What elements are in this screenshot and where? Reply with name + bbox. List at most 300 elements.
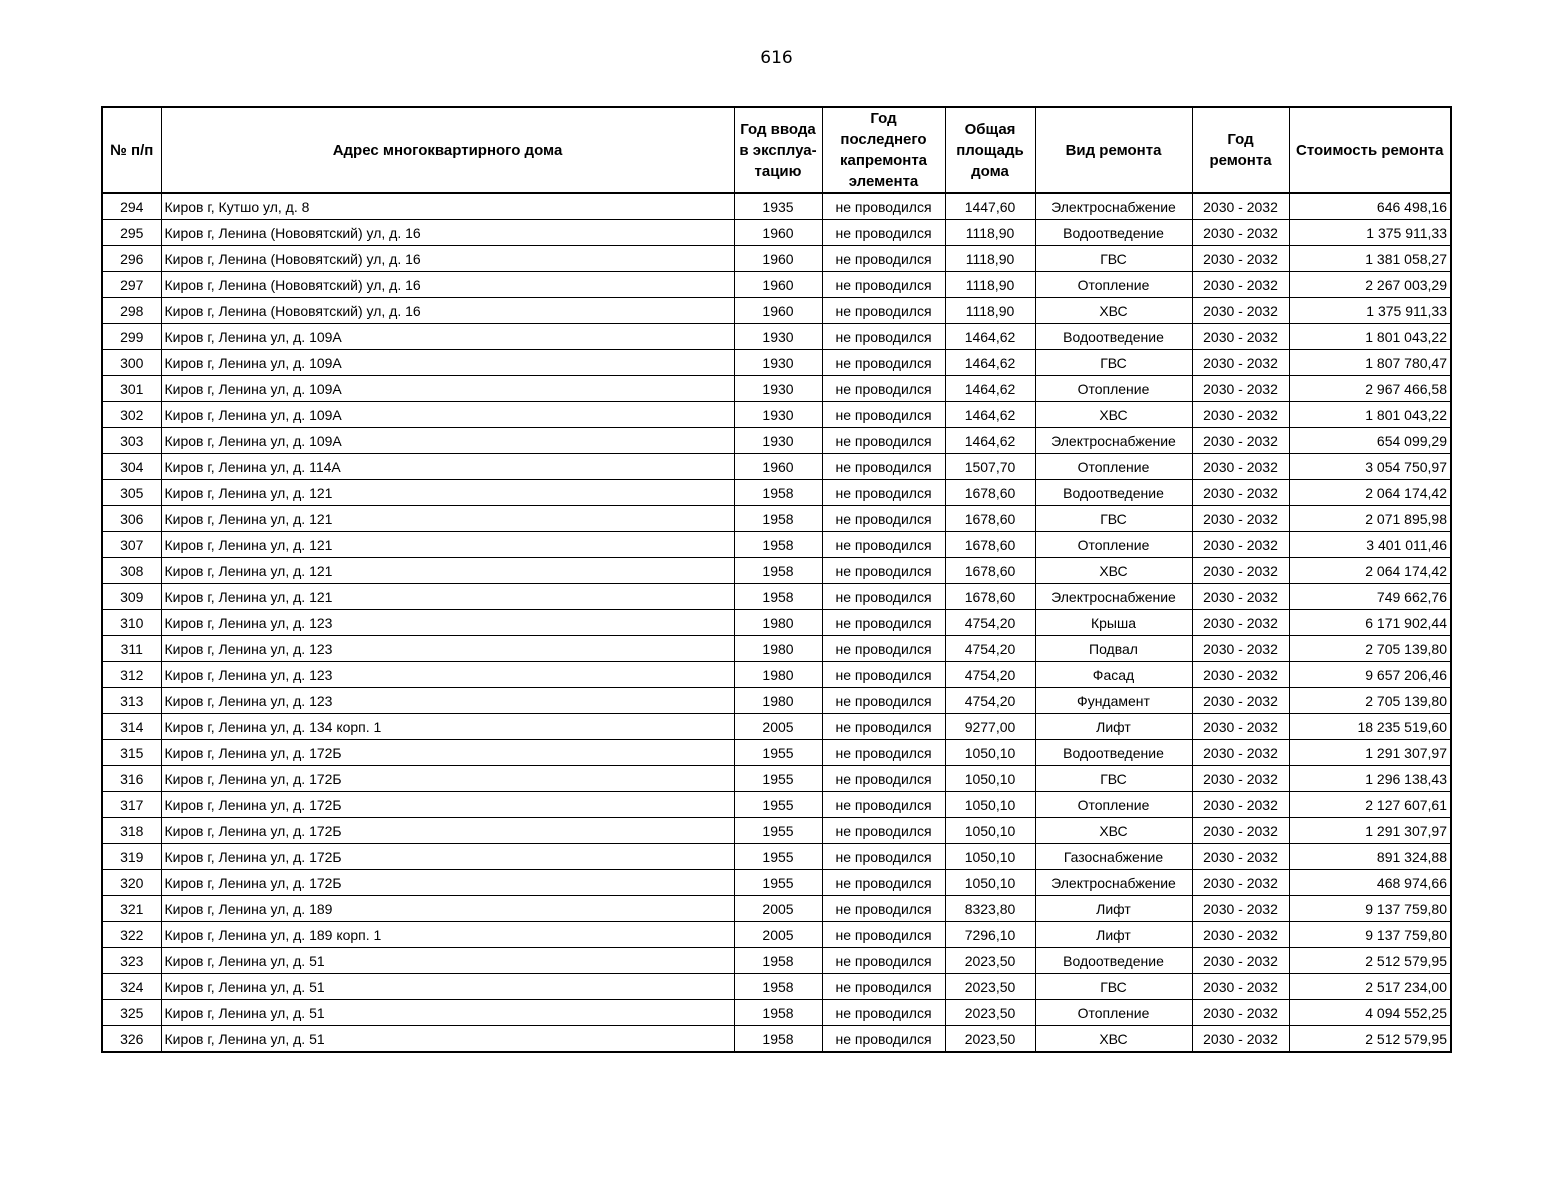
cell-area: 1464,62 (945, 324, 1035, 350)
cell-last-repair: не проводился (822, 246, 945, 272)
table-row (102, 922, 1451, 948)
cell-num: 325 (102, 1000, 161, 1026)
cell-repair-year: 2030 - 2032 (1192, 428, 1289, 454)
cell-repair-year: 2030 - 2032 (1192, 480, 1289, 506)
cell-cost: 1 807 780,47 (1289, 350, 1451, 376)
header-num: № п/п (102, 107, 161, 193)
table-row (102, 896, 1451, 922)
cell-address: Киров г, Ленина ул, д. 172Б (161, 766, 734, 792)
table-row (102, 532, 1451, 558)
cell-num: 318 (102, 818, 161, 844)
cell-cost: 2 512 579,95 (1289, 1026, 1451, 1053)
cell-cost: 2 967 466,58 (1289, 376, 1451, 402)
cell-num: 312 (102, 662, 161, 688)
cell-address: Киров г, Ленина ул, д. 172Б (161, 818, 734, 844)
cell-num: 326 (102, 1026, 161, 1053)
cell-address: Киров г, Ленина ул, д. 109А (161, 428, 734, 454)
cell-cost: 9 137 759,80 (1289, 896, 1451, 922)
cell-year-built: 1960 (734, 220, 822, 246)
cell-repair-year: 2030 - 2032 (1192, 193, 1289, 220)
cell-repair-year: 2030 - 2032 (1192, 298, 1289, 324)
cell-cost: 3 054 750,97 (1289, 454, 1451, 480)
cell-year-built: 1930 (734, 376, 822, 402)
cell-num: 314 (102, 714, 161, 740)
cell-cost: 18 235 519,60 (1289, 714, 1451, 740)
table-row (102, 584, 1451, 610)
cell-cost: 468 974,66 (1289, 870, 1451, 896)
cell-last-repair: не проводился (822, 350, 945, 376)
cell-num: 316 (102, 766, 161, 792)
table-row (102, 298, 1451, 324)
cell-repair-year: 2030 - 2032 (1192, 1026, 1289, 1053)
cell-repair-type: Электроснабжение (1035, 870, 1192, 896)
table-row (102, 246, 1451, 272)
cell-cost: 6 171 902,44 (1289, 610, 1451, 636)
cell-repair-year: 2030 - 2032 (1192, 1000, 1289, 1026)
cell-repair-type: Отопление (1035, 376, 1192, 402)
cell-address: Киров г, Ленина ул, д. 114А (161, 454, 734, 480)
cell-repair-type: Водоотведение (1035, 740, 1192, 766)
table-row (102, 324, 1451, 350)
cell-area: 1118,90 (945, 220, 1035, 246)
cell-year-built: 2005 (734, 922, 822, 948)
cell-repair-type: Подвал (1035, 636, 1192, 662)
cell-cost: 2 705 139,80 (1289, 636, 1451, 662)
cell-last-repair: не проводился (822, 688, 945, 714)
cell-address: Киров г, Ленина ул, д. 189 корп. 1 (161, 922, 734, 948)
table-row (102, 506, 1451, 532)
cell-cost: 2 512 579,95 (1289, 948, 1451, 974)
cell-area: 1050,10 (945, 818, 1035, 844)
cell-year-built: 1958 (734, 558, 822, 584)
table-header (102, 107, 1451, 193)
cell-address: Киров г, Ленина ул, д. 189 (161, 896, 734, 922)
cell-repair-type: ГВС (1035, 246, 1192, 272)
cell-address: Киров г, Ленина ул, д. 109А (161, 324, 734, 350)
cell-repair-year: 2030 - 2032 (1192, 636, 1289, 662)
cell-area: 4754,20 (945, 688, 1035, 714)
cell-repair-type: Электроснабжение (1035, 428, 1192, 454)
cell-repair-year: 2030 - 2032 (1192, 948, 1289, 974)
table-row (102, 558, 1451, 584)
cell-cost: 2 071 895,98 (1289, 506, 1451, 532)
header-row (102, 107, 1451, 193)
cell-year-built: 1930 (734, 402, 822, 428)
cell-repair-type: ХВС (1035, 298, 1192, 324)
cell-last-repair: не проводился (822, 922, 945, 948)
cell-num: 298 (102, 298, 161, 324)
cell-address: Киров г, Ленина ул, д. 109А (161, 402, 734, 428)
table-row (102, 870, 1451, 896)
cell-area: 9277,00 (945, 714, 1035, 740)
cell-repair-year: 2030 - 2032 (1192, 896, 1289, 922)
cell-area: 1678,60 (945, 506, 1035, 532)
table-row (102, 714, 1451, 740)
header-last-repair: Год последнего капремонта элемента (822, 107, 945, 193)
cell-repair-year: 2030 - 2032 (1192, 376, 1289, 402)
cell-address: Киров г, Ленина ул, д. 51 (161, 948, 734, 974)
cell-year-built: 1980 (734, 610, 822, 636)
cell-repair-type: ГВС (1035, 506, 1192, 532)
cell-last-repair: не проводился (822, 636, 945, 662)
cell-last-repair: не проводился (822, 896, 945, 922)
cell-last-repair: не проводился (822, 480, 945, 506)
cell-repair-type: ГВС (1035, 350, 1192, 376)
cell-year-built: 2005 (734, 714, 822, 740)
cell-address: Киров г, Ленина ул, д. 123 (161, 610, 734, 636)
cell-year-built: 1958 (734, 974, 822, 1000)
table-row (102, 428, 1451, 454)
cell-cost: 1 801 043,22 (1289, 402, 1451, 428)
cell-repair-type: Фасад (1035, 662, 1192, 688)
cell-repair-year: 2030 - 2032 (1192, 272, 1289, 298)
cell-cost: 2 705 139,80 (1289, 688, 1451, 714)
cell-repair-year: 2030 - 2032 (1192, 532, 1289, 558)
cell-area: 1678,60 (945, 558, 1035, 584)
cell-repair-year: 2030 - 2032 (1192, 246, 1289, 272)
cell-repair-type: Отопление (1035, 792, 1192, 818)
cell-area: 1050,10 (945, 870, 1035, 896)
cell-repair-year: 2030 - 2032 (1192, 220, 1289, 246)
cell-address: Киров г, Ленина ул, д. 172Б (161, 844, 734, 870)
cell-cost: 3 401 011,46 (1289, 532, 1451, 558)
header-repair-year: Год ремонта (1192, 107, 1289, 193)
cell-repair-year: 2030 - 2032 (1192, 402, 1289, 428)
table-row (102, 948, 1451, 974)
cell-cost: 1 375 911,33 (1289, 220, 1451, 246)
cell-repair-type: ХВС (1035, 402, 1192, 428)
cell-address: Киров г, Ленина ул, д. 121 (161, 584, 734, 610)
cell-repair-type: Лифт (1035, 714, 1192, 740)
cell-area: 1118,90 (945, 298, 1035, 324)
cell-area: 1464,62 (945, 376, 1035, 402)
cell-area: 1118,90 (945, 272, 1035, 298)
cell-year-built: 1958 (734, 532, 822, 558)
cell-area: 1464,62 (945, 428, 1035, 454)
cell-cost: 2 127 607,61 (1289, 792, 1451, 818)
table-row (102, 193, 1451, 220)
cell-year-built: 1958 (734, 948, 822, 974)
cell-area: 1507,70 (945, 454, 1035, 480)
cell-last-repair: не проводился (822, 1026, 945, 1053)
header-address: Адрес многоквартирного дома (161, 107, 734, 193)
cell-repair-type: Газоснабжение (1035, 844, 1192, 870)
cell-year-built: 1955 (734, 766, 822, 792)
table-row (102, 610, 1451, 636)
cell-repair-type: Электроснабжение (1035, 584, 1192, 610)
cell-num: 297 (102, 272, 161, 298)
cell-area: 2023,50 (945, 1026, 1035, 1053)
cell-repair-year: 2030 - 2032 (1192, 870, 1289, 896)
cell-cost: 1 296 138,43 (1289, 766, 1451, 792)
cell-address: Киров г, Ленина (Нововятский) ул, д. 16 (161, 298, 734, 324)
cell-area: 8323,80 (945, 896, 1035, 922)
cell-cost: 1 801 043,22 (1289, 324, 1451, 350)
cell-repair-year: 2030 - 2032 (1192, 662, 1289, 688)
cell-cost: 9 137 759,80 (1289, 922, 1451, 948)
cell-address: Киров г, Ленина (Нововятский) ул, д. 16 (161, 220, 734, 246)
cell-area: 1678,60 (945, 532, 1035, 558)
cell-repair-type: Отопление (1035, 1000, 1192, 1026)
cell-area: 2023,50 (945, 974, 1035, 1000)
cell-address: Киров г, Ленина ул, д. 134 корп. 1 (161, 714, 734, 740)
cell-num: 319 (102, 844, 161, 870)
table-row (102, 454, 1451, 480)
cell-last-repair: не проводился (822, 974, 945, 1000)
cell-last-repair: не проводился (822, 506, 945, 532)
cell-year-built: 1960 (734, 246, 822, 272)
cell-cost: 2 064 174,42 (1289, 558, 1451, 584)
cell-num: 311 (102, 636, 161, 662)
cell-last-repair: не проводился (822, 402, 945, 428)
cell-num: 322 (102, 922, 161, 948)
table-row (102, 792, 1451, 818)
cell-last-repair: не проводился (822, 454, 945, 480)
cell-num: 310 (102, 610, 161, 636)
table-row (102, 480, 1451, 506)
cell-num: 323 (102, 948, 161, 974)
table-row (102, 1000, 1451, 1026)
cell-year-built: 1930 (734, 428, 822, 454)
cell-cost: 1 375 911,33 (1289, 298, 1451, 324)
cell-cost: 1 381 058,27 (1289, 246, 1451, 272)
cell-year-built: 1980 (734, 636, 822, 662)
cell-address: Киров г, Ленина ул, д. 121 (161, 480, 734, 506)
cell-year-built: 1980 (734, 662, 822, 688)
cell-last-repair: не проводился (822, 193, 945, 220)
cell-num: 320 (102, 870, 161, 896)
cell-last-repair: не проводился (822, 298, 945, 324)
cell-num: 313 (102, 688, 161, 714)
cell-repair-year: 2030 - 2032 (1192, 584, 1289, 610)
cell-last-repair: не проводился (822, 558, 945, 584)
table-row (102, 350, 1451, 376)
cell-year-built: 1958 (734, 1026, 822, 1053)
cell-repair-year: 2030 - 2032 (1192, 558, 1289, 584)
table-row (102, 1026, 1451, 1053)
cell-repair-type: Крыша (1035, 610, 1192, 636)
cell-num: 295 (102, 220, 161, 246)
table-row (102, 220, 1451, 246)
cell-area: 1050,10 (945, 766, 1035, 792)
cell-year-built: 1955 (734, 844, 822, 870)
cell-last-repair: не проводился (822, 324, 945, 350)
cell-last-repair: не проводился (822, 428, 945, 454)
cell-year-built: 1960 (734, 298, 822, 324)
cell-year-built: 1930 (734, 350, 822, 376)
header-cost: Стоимость ремонта (1289, 107, 1451, 193)
table-row (102, 402, 1451, 428)
table-body (102, 193, 1451, 1052)
cell-cost: 2 064 174,42 (1289, 480, 1451, 506)
cell-repair-type: ХВС (1035, 558, 1192, 584)
cell-repair-year: 2030 - 2032 (1192, 922, 1289, 948)
cell-year-built: 1935 (734, 193, 822, 220)
cell-area: 1050,10 (945, 792, 1035, 818)
cell-repair-year: 2030 - 2032 (1192, 818, 1289, 844)
table-row (102, 662, 1451, 688)
cell-area: 1678,60 (945, 584, 1035, 610)
cell-last-repair: не проводился (822, 844, 945, 870)
cell-last-repair: не проводился (822, 870, 945, 896)
cell-year-built: 1930 (734, 324, 822, 350)
cell-address: Киров г, Ленина ул, д. 172Б (161, 870, 734, 896)
cell-year-built: 2005 (734, 896, 822, 922)
cell-address: Киров г, Ленина ул, д. 123 (161, 662, 734, 688)
cell-year-built: 1960 (734, 454, 822, 480)
cell-area: 1118,90 (945, 246, 1035, 272)
cell-address: Киров г, Ленина ул, д. 121 (161, 532, 734, 558)
cell-repair-type: Отопление (1035, 272, 1192, 298)
cell-area: 1464,62 (945, 402, 1035, 428)
header-area: Общая площадь дома (945, 107, 1035, 193)
cell-num: 321 (102, 896, 161, 922)
table-row (102, 844, 1451, 870)
cell-last-repair: не проводился (822, 662, 945, 688)
cell-num: 305 (102, 480, 161, 506)
cell-area: 2023,50 (945, 948, 1035, 974)
repair-schedule-table (101, 106, 1452, 1053)
cell-year-built: 1955 (734, 870, 822, 896)
cell-cost: 1 291 307,97 (1289, 740, 1451, 766)
cell-year-built: 1980 (734, 688, 822, 714)
cell-area: 4754,20 (945, 610, 1035, 636)
cell-num: 303 (102, 428, 161, 454)
cell-last-repair: не проводился (822, 610, 945, 636)
table-row (102, 974, 1451, 1000)
cell-year-built: 1960 (734, 272, 822, 298)
cell-address: Киров г, Ленина ул, д. 172Б (161, 740, 734, 766)
cell-last-repair: не проводился (822, 714, 945, 740)
header-year-built: Год ввода в эксплуа-тацию (734, 107, 822, 193)
cell-last-repair: не проводился (822, 532, 945, 558)
cell-area: 1050,10 (945, 844, 1035, 870)
table-row (102, 636, 1451, 662)
cell-area: 4754,20 (945, 662, 1035, 688)
header-repair-type: Вид ремонта (1035, 107, 1192, 193)
cell-repair-type: Лифт (1035, 896, 1192, 922)
cell-repair-type: Лифт (1035, 922, 1192, 948)
table-row (102, 272, 1451, 298)
cell-repair-type: ГВС (1035, 766, 1192, 792)
cell-address: Киров г, Кутшо ул, д. 8 (161, 193, 734, 220)
cell-repair-year: 2030 - 2032 (1192, 974, 1289, 1000)
cell-repair-type: Водоотведение (1035, 220, 1192, 246)
cell-repair-type: ХВС (1035, 1026, 1192, 1053)
cell-repair-year: 2030 - 2032 (1192, 688, 1289, 714)
cell-repair-type: Электроснабжение (1035, 193, 1192, 220)
cell-area: 2023,50 (945, 1000, 1035, 1026)
cell-area: 1447,60 (945, 193, 1035, 220)
cell-address: Киров г, Ленина ул, д. 121 (161, 506, 734, 532)
cell-repair-type: Водоотведение (1035, 480, 1192, 506)
cell-address: Киров г, Ленина (Нововятский) ул, д. 16 (161, 246, 734, 272)
cell-last-repair: не проводился (822, 272, 945, 298)
cell-last-repair: не проводился (822, 584, 945, 610)
cell-area: 1678,60 (945, 480, 1035, 506)
cell-num: 302 (102, 402, 161, 428)
cell-year-built: 1955 (734, 792, 822, 818)
cell-year-built: 1955 (734, 740, 822, 766)
cell-num: 299 (102, 324, 161, 350)
cell-address: Киров г, Ленина ул, д. 51 (161, 974, 734, 1000)
cell-repair-year: 2030 - 2032 (1192, 740, 1289, 766)
cell-repair-year: 2030 - 2032 (1192, 714, 1289, 740)
cell-year-built: 1958 (734, 584, 822, 610)
cell-cost: 4 094 552,25 (1289, 1000, 1451, 1026)
cell-cost: 9 657 206,46 (1289, 662, 1451, 688)
cell-num: 317 (102, 792, 161, 818)
cell-year-built: 1955 (734, 818, 822, 844)
cell-last-repair: не проводился (822, 740, 945, 766)
table-row (102, 818, 1451, 844)
cell-num: 309 (102, 584, 161, 610)
cell-address: Киров г, Ленина ул, д. 172Б (161, 792, 734, 818)
cell-repair-year: 2030 - 2032 (1192, 792, 1289, 818)
cell-repair-type: Водоотведение (1035, 948, 1192, 974)
cell-repair-year: 2030 - 2032 (1192, 454, 1289, 480)
cell-last-repair: не проводился (822, 766, 945, 792)
cell-area: 1464,62 (945, 350, 1035, 376)
table-row (102, 766, 1451, 792)
cell-address: Киров г, Ленина ул, д. 123 (161, 636, 734, 662)
cell-cost: 2 517 234,00 (1289, 974, 1451, 1000)
table-row (102, 376, 1451, 402)
cell-cost: 2 267 003,29 (1289, 272, 1451, 298)
cell-repair-year: 2030 - 2032 (1192, 766, 1289, 792)
cell-last-repair: не проводился (822, 1000, 945, 1026)
cell-area: 4754,20 (945, 636, 1035, 662)
cell-repair-year: 2030 - 2032 (1192, 610, 1289, 636)
cell-cost: 891 324,88 (1289, 844, 1451, 870)
cell-address: Киров г, Ленина ул, д. 121 (161, 558, 734, 584)
cell-cost: 654 099,29 (1289, 428, 1451, 454)
cell-repair-type: Отопление (1035, 532, 1192, 558)
cell-address: Киров г, Ленина ул, д. 109А (161, 350, 734, 376)
page-number: 616 (760, 48, 793, 68)
cell-repair-type: Отопление (1035, 454, 1192, 480)
cell-year-built: 1958 (734, 480, 822, 506)
cell-last-repair: не проводился (822, 818, 945, 844)
cell-num: 296 (102, 246, 161, 272)
cell-num: 315 (102, 740, 161, 766)
cell-cost: 646 498,16 (1289, 193, 1451, 220)
cell-repair-year: 2030 - 2032 (1192, 844, 1289, 870)
cell-num: 294 (102, 193, 161, 220)
cell-repair-year: 2030 - 2032 (1192, 350, 1289, 376)
cell-repair-year: 2030 - 2032 (1192, 506, 1289, 532)
cell-address: Киров г, Ленина ул, д. 51 (161, 1026, 734, 1053)
cell-address: Киров г, Ленина (Нововятский) ул, д. 16 (161, 272, 734, 298)
cell-repair-type: Фундамент (1035, 688, 1192, 714)
cell-area: 7296,10 (945, 922, 1035, 948)
cell-area: 1050,10 (945, 740, 1035, 766)
cell-year-built: 1958 (734, 1000, 822, 1026)
cell-num: 306 (102, 506, 161, 532)
cell-num: 307 (102, 532, 161, 558)
cell-repair-type: ГВС (1035, 974, 1192, 1000)
cell-cost: 749 662,76 (1289, 584, 1451, 610)
cell-cost: 1 291 307,97 (1289, 818, 1451, 844)
cell-address: Киров г, Ленина ул, д. 109А (161, 376, 734, 402)
cell-num: 308 (102, 558, 161, 584)
cell-last-repair: не проводился (822, 220, 945, 246)
table-row (102, 740, 1451, 766)
cell-address: Киров г, Ленина ул, д. 51 (161, 1000, 734, 1026)
cell-repair-type: Водоотведение (1035, 324, 1192, 350)
cell-address: Киров г, Ленина ул, д. 123 (161, 688, 734, 714)
cell-num: 324 (102, 974, 161, 1000)
